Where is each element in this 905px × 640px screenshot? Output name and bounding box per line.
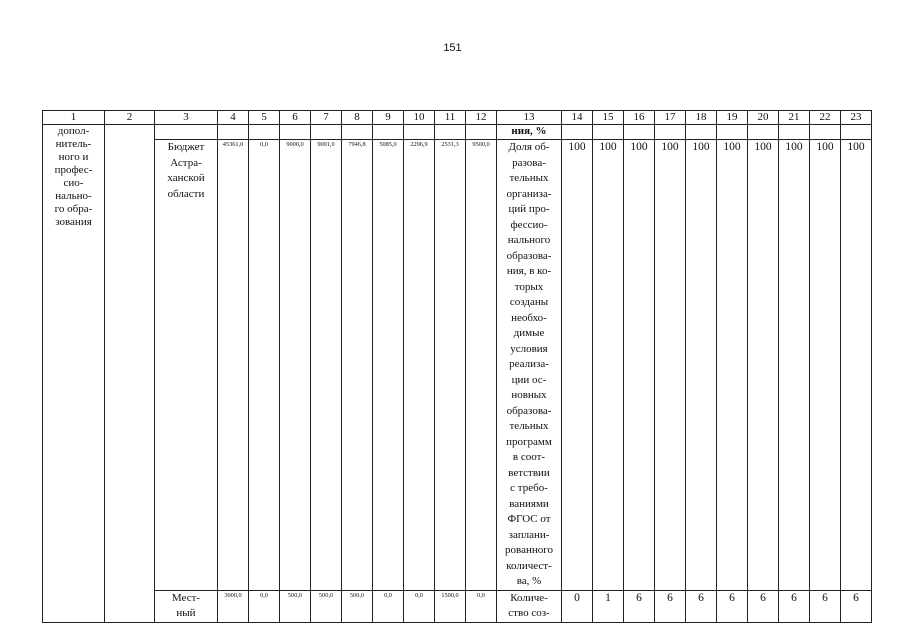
- amount-cell: 3000,0: [218, 590, 249, 622]
- col-number: 7: [311, 111, 342, 125]
- indicator-value: 6: [655, 590, 686, 622]
- text-line: димые: [513, 327, 545, 339]
- text-line: Астра-: [170, 156, 202, 169]
- text-line: фессио-: [510, 218, 548, 231]
- text-line: ство соз-: [508, 607, 550, 619]
- text-line: ва, %: [516, 575, 542, 587]
- indicator-value: 100: [624, 140, 655, 591]
- indicator-value: 0: [562, 590, 593, 622]
- text-line: созданы: [509, 296, 549, 308]
- empty-cell: [624, 125, 655, 140]
- empty-cell: [311, 125, 342, 140]
- text-line: ного и: [58, 151, 89, 163]
- text-line: тельных: [509, 420, 549, 432]
- text-line: тельных: [509, 172, 549, 184]
- program-table: [42, 110, 872, 623]
- amount-cell: 0,0: [249, 590, 280, 622]
- indicator-value: 6: [810, 590, 841, 622]
- col-number: 11: [435, 111, 466, 125]
- amount-cell: 0,0: [404, 590, 435, 622]
- indicator-value: 100: [717, 140, 748, 591]
- col-number: 2: [105, 111, 155, 125]
- col-number: 22: [810, 111, 841, 125]
- text-line: нитель-: [55, 138, 92, 150]
- empty-cell: [280, 125, 311, 140]
- empty-cell: [342, 125, 373, 140]
- col-number: 4: [218, 111, 249, 125]
- col-number: 20: [748, 111, 779, 125]
- text-line: программ: [506, 435, 552, 448]
- empty-cell: [435, 125, 466, 140]
- amount-cell: 0,0: [373, 590, 404, 622]
- amount-cell: 0,0: [466, 590, 497, 622]
- col-number: 10: [404, 111, 435, 125]
- page-number: 151: [443, 42, 462, 54]
- text-line: разова-: [512, 156, 546, 169]
- empty-cell: [686, 125, 717, 140]
- empty-cell: [717, 125, 748, 140]
- continuation-row: [43, 125, 872, 140]
- empty-cell: [466, 125, 497, 140]
- col-number: 14: [562, 111, 593, 125]
- amount-cell: 9001,0: [311, 140, 342, 591]
- indicator-value: 100: [655, 140, 686, 591]
- empty-cell: [810, 125, 841, 140]
- empty-cell: [593, 125, 624, 140]
- col-number: 19: [717, 111, 748, 125]
- indicator-name-cell: [497, 140, 562, 591]
- empty-cell: [748, 125, 779, 140]
- local-budget-row: [43, 590, 872, 622]
- text-line: ваниями: [509, 497, 549, 510]
- text-line: профес-: [54, 164, 93, 176]
- empty-cell: [218, 125, 249, 140]
- text-line: ций про-: [508, 203, 550, 215]
- indicator-value: 6: [624, 590, 655, 622]
- col-number: 18: [686, 111, 717, 125]
- text-line: Мест-: [171, 591, 201, 604]
- text-line: ный: [176, 607, 196, 619]
- text-line: зования: [55, 216, 92, 228]
- text-line: условия: [510, 342, 548, 355]
- text-line: реализа-: [509, 358, 549, 370]
- indicator-value: 100: [686, 140, 717, 591]
- indicator-value: 100: [748, 140, 779, 591]
- indicator-value: 100: [593, 140, 624, 591]
- text-line: нально-: [55, 190, 92, 202]
- amount-cell: 2531,3: [435, 140, 466, 591]
- amount-cell: 500,0: [311, 590, 342, 622]
- text-line: рованного: [505, 544, 553, 556]
- text-line: организа-: [506, 187, 552, 200]
- text-line: сио-: [63, 177, 84, 189]
- col-number: 1: [43, 111, 105, 125]
- text-line: Доля об-: [508, 141, 550, 153]
- empty-cell: [249, 125, 280, 140]
- col-number: 16: [624, 111, 655, 125]
- indicator-name-tail: ния, %: [497, 125, 562, 140]
- text-line: ФГОС от: [507, 513, 551, 525]
- text-line: Количе-: [510, 591, 548, 604]
- text-line: ния, в ко-: [506, 265, 552, 277]
- amount-cell: 9500,0: [466, 140, 497, 591]
- text-line: Бюджет: [167, 141, 205, 153]
- text-line: торых: [514, 280, 544, 293]
- empty-cell: [155, 125, 218, 140]
- text-line: в соот-: [512, 451, 546, 463]
- col-number: 9: [373, 111, 404, 125]
- text-line: области: [167, 187, 205, 200]
- text-line: необхо-: [511, 311, 547, 324]
- empty-cell: [404, 125, 435, 140]
- empty-cell: [841, 125, 872, 140]
- col-number: 23: [841, 111, 872, 125]
- text-line: образова-: [506, 249, 552, 262]
- funding-source-cell: [155, 140, 218, 591]
- column-number-row: [43, 111, 872, 125]
- text-line: образова-: [506, 404, 552, 417]
- amount-cell: 2296,9: [404, 140, 435, 591]
- col-number: 3: [155, 111, 218, 125]
- text-line: го обра-: [54, 203, 93, 215]
- indicator-name-cell: [497, 590, 562, 622]
- amount-cell: 500,0: [280, 590, 311, 622]
- indicator-value: 100: [810, 140, 841, 591]
- funding-source-cell: [155, 590, 218, 622]
- program-name-cell: [43, 125, 105, 623]
- text-line: ции ос-: [511, 373, 547, 386]
- empty-cell: [655, 125, 686, 140]
- text-line: заплани-: [508, 528, 550, 541]
- regional-budget-row: [43, 140, 872, 591]
- amount-cell: 45361,0: [218, 140, 249, 591]
- indicator-value: 1: [593, 590, 624, 622]
- indicator-value: 100: [779, 140, 810, 591]
- indicator-value: 6: [779, 590, 810, 622]
- indicator-value: 6: [748, 590, 779, 622]
- col-number: 5: [249, 111, 280, 125]
- amount-cell: 0,0: [249, 140, 280, 591]
- amount-cell: 1500,0: [435, 590, 466, 622]
- text-line: ветствии: [508, 466, 550, 479]
- col-number: 13: [497, 111, 562, 125]
- empty-cell: [562, 125, 593, 140]
- empty-cell: [105, 125, 155, 623]
- text-line: количест-: [506, 559, 552, 572]
- amount-cell: 7946,8: [342, 140, 373, 591]
- empty-cell: [779, 125, 810, 140]
- col-number: 8: [342, 111, 373, 125]
- amount-cell: 9000,0: [280, 140, 311, 591]
- empty-cell: [373, 125, 404, 140]
- text-line: допол-: [57, 125, 90, 137]
- indicator-value: 6: [686, 590, 717, 622]
- amount-cell: 5085,0: [373, 140, 404, 591]
- amount-cell: 500,0: [342, 590, 373, 622]
- text-line: с требо-: [510, 482, 548, 494]
- text-line: ханской: [167, 172, 205, 184]
- indicator-value: 100: [562, 140, 593, 591]
- indicator-value: 6: [717, 590, 748, 622]
- text-line: нального: [507, 234, 551, 246]
- indicator-value: 100: [841, 140, 872, 591]
- col-number: 17: [655, 111, 686, 125]
- col-number: 15: [593, 111, 624, 125]
- text-line: новных: [511, 389, 547, 401]
- col-number: 21: [779, 111, 810, 125]
- col-number: 6: [280, 111, 311, 125]
- col-number: 12: [466, 111, 497, 125]
- indicator-value: 6: [841, 590, 872, 622]
